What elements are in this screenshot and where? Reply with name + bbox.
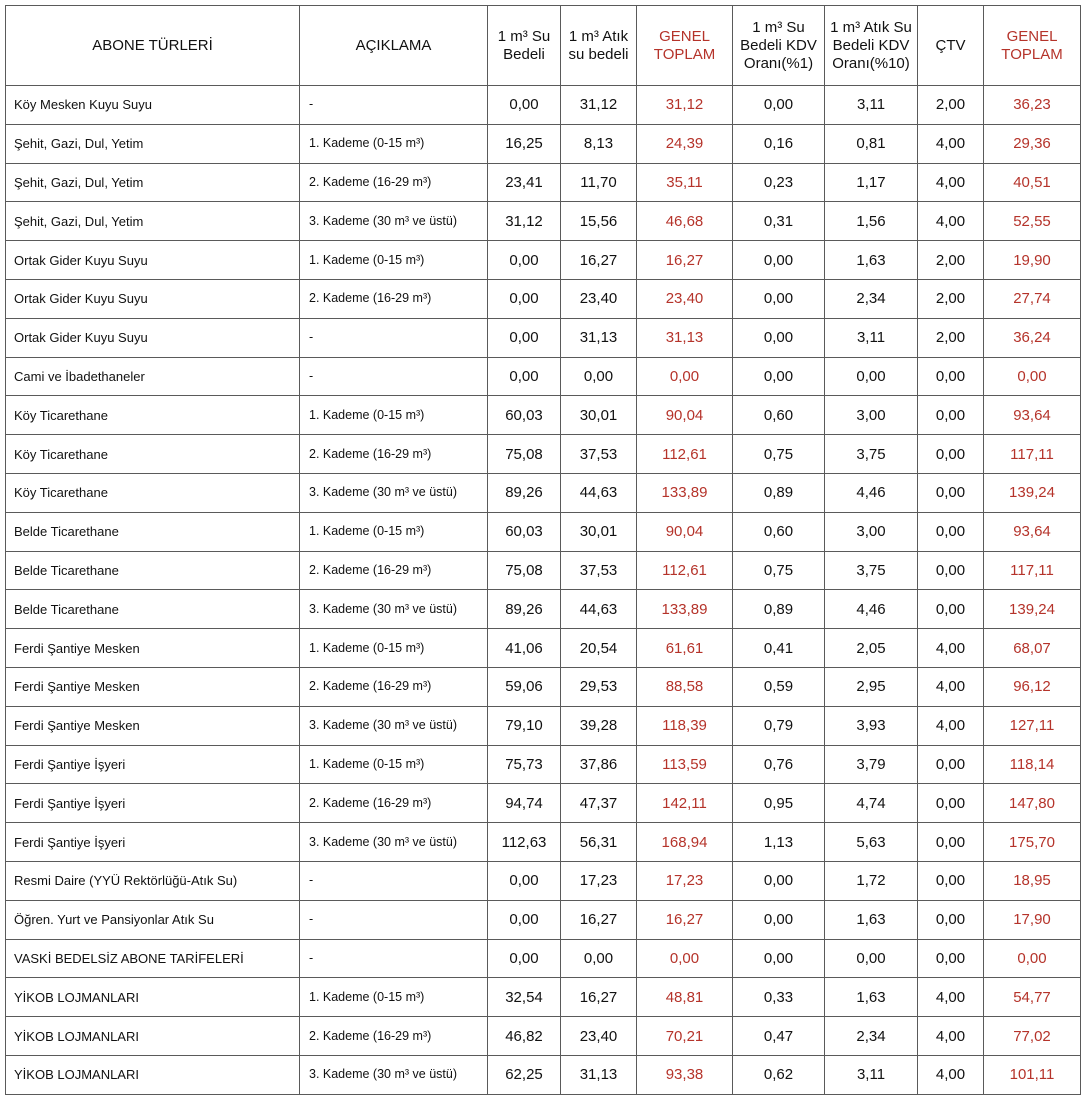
cell-su-bedeli: 59,06 [488,667,561,706]
cell-ctv: 0,00 [918,745,984,784]
cell-su-kdv: 0,33 [733,978,825,1017]
cell-su-kdv: 0,95 [733,784,825,823]
cell-abone-turu: Ferdi Şantiye İşyeri [6,823,300,862]
cell-ctv: 4,00 [918,667,984,706]
cell-genel-toplam-final: 17,90 [984,900,1081,939]
table-row [6,124,1081,163]
table-row [6,667,1081,706]
cell-su-kdv: 0,00 [733,318,825,357]
cell-atik-su-kdv: 3,75 [825,551,918,590]
cell-genel-toplam: 90,04 [637,512,733,551]
cell-su-kdv: 0,60 [733,396,825,435]
cell-genel-toplam: 46,68 [637,202,733,241]
cell-aciklama: 2. Kademe (16-29 m³) [300,279,488,318]
cell-abone-turu: Köy Ticarethane [6,435,300,474]
cell-su-bedeli: 31,12 [488,202,561,241]
table-row [6,1055,1081,1094]
cell-aciklama: - [300,357,488,396]
cell-atik-su-bedeli: 8,13 [561,124,637,163]
cell-su-kdv: 0,47 [733,1017,825,1056]
cell-su-bedeli: 0,00 [488,357,561,396]
cell-atik-su-kdv: 3,75 [825,435,918,474]
cell-atik-su-bedeli: 47,37 [561,784,637,823]
cell-genel-toplam: 17,23 [637,861,733,900]
cell-su-bedeli: 16,25 [488,124,561,163]
cell-ctv: 4,00 [918,163,984,202]
cell-genel-toplam: 133,89 [637,473,733,512]
cell-genel-toplam: 118,39 [637,706,733,745]
cell-ctv: 0,00 [918,939,984,978]
cell-abone-turu: Köy Ticarethane [6,473,300,512]
cell-genel-toplam-final: 19,90 [984,241,1081,280]
cell-aciklama: - [300,318,488,357]
cell-atik-su-kdv: 3,00 [825,396,918,435]
table-row [6,435,1081,474]
cell-abone-turu: Ferdi Şantiye İşyeri [6,784,300,823]
cell-genel-toplam: 112,61 [637,435,733,474]
cell-genel-toplam: 133,89 [637,590,733,629]
cell-genel-toplam: 112,61 [637,551,733,590]
table-row [6,551,1081,590]
cell-su-bedeli: 23,41 [488,163,561,202]
cell-aciklama: 3. Kademe (30 m³ ve üstü) [300,823,488,862]
cell-su-bedeli: 41,06 [488,629,561,668]
cell-genel-toplam-final: 93,64 [984,396,1081,435]
cell-genel-toplam-final: 101,11 [984,1055,1081,1094]
cell-aciklama: - [300,939,488,978]
cell-genel-toplam-final: 127,11 [984,706,1081,745]
cell-ctv: 4,00 [918,629,984,668]
cell-abone-turu: Şehit, Gazi, Dul, Yetim [6,124,300,163]
cell-atik-su-bedeli: 56,31 [561,823,637,862]
cell-su-bedeli: 46,82 [488,1017,561,1056]
cell-atik-su-bedeli: 20,54 [561,629,637,668]
cell-su-kdv: 0,89 [733,473,825,512]
cell-su-bedeli: 60,03 [488,396,561,435]
cell-su-bedeli: 60,03 [488,512,561,551]
table-row [6,473,1081,512]
cell-abone-turu: Belde Ticarethane [6,590,300,629]
cell-ctv: 0,00 [918,396,984,435]
cell-aciklama: 1. Kademe (0-15 m³) [300,241,488,280]
cell-atik-su-bedeli: 31,12 [561,86,637,125]
cell-genel-toplam: 168,94 [637,823,733,862]
cell-su-kdv: 0,41 [733,629,825,668]
cell-genel-toplam-final: 68,07 [984,629,1081,668]
cell-atik-su-bedeli: 31,13 [561,1055,637,1094]
cell-ctv: 0,00 [918,357,984,396]
cell-genel-toplam-final: 0,00 [984,357,1081,396]
cell-abone-turu: VASKİ BEDELSİZ ABONE TARİFELERİ [6,939,300,978]
cell-su-bedeli: 89,26 [488,473,561,512]
cell-abone-turu: Belde Ticarethane [6,551,300,590]
cell-genel-toplam-final: 117,11 [984,435,1081,474]
table-row [6,279,1081,318]
cell-su-bedeli: 0,00 [488,86,561,125]
cell-su-bedeli: 75,73 [488,745,561,784]
cell-atik-su-kdv: 2,34 [825,279,918,318]
cell-su-bedeli: 32,54 [488,978,561,1017]
cell-atik-su-kdv: 1,56 [825,202,918,241]
cell-genel-toplam: 31,12 [637,86,733,125]
cell-su-bedeli: 89,26 [488,590,561,629]
cell-genel-toplam: 23,40 [637,279,733,318]
cell-atik-su-kdv: 1,63 [825,900,918,939]
cell-su-kdv: 0,00 [733,241,825,280]
cell-ctv: 4,00 [918,202,984,241]
cell-ctv: 4,00 [918,1017,984,1056]
cell-aciklama: 3. Kademe (30 m³ ve üstü) [300,590,488,629]
cell-abone-turu: Cami ve İbadethaneler [6,357,300,396]
tariff-table [5,5,1081,1095]
cell-atik-su-bedeli: 39,28 [561,706,637,745]
cell-atik-su-kdv: 3,11 [825,86,918,125]
cell-atik-su-bedeli: 23,40 [561,1017,637,1056]
cell-aciklama: 2. Kademe (16-29 m³) [300,667,488,706]
cell-atik-su-kdv: 3,79 [825,745,918,784]
cell-genel-toplam-final: 77,02 [984,1017,1081,1056]
table-row [6,900,1081,939]
table-row [6,784,1081,823]
cell-ctv: 2,00 [918,279,984,318]
cell-ctv: 0,00 [918,823,984,862]
cell-aciklama: 3. Kademe (30 m³ ve üstü) [300,1055,488,1094]
cell-abone-turu: Köy Ticarethane [6,396,300,435]
cell-genel-toplam: 16,27 [637,241,733,280]
cell-abone-turu: YİKOB LOJMANLARI [6,978,300,1017]
cell-su-kdv: 0,75 [733,551,825,590]
cell-atik-su-bedeli: 23,40 [561,279,637,318]
cell-abone-turu: YİKOB LOJMANLARI [6,1055,300,1094]
header-su-bedeli: 1 m³ Su Bedeli [488,6,561,86]
cell-atik-su-kdv: 3,00 [825,512,918,551]
header-abone-turleri: ABONE TÜRLERİ [6,6,300,86]
cell-su-kdv: 1,13 [733,823,825,862]
cell-atik-su-bedeli: 31,13 [561,318,637,357]
cell-atik-su-bedeli: 17,23 [561,861,637,900]
cell-atik-su-kdv: 1,63 [825,978,918,1017]
cell-genel-toplam-final: 18,95 [984,861,1081,900]
cell-aciklama: - [300,900,488,939]
cell-atik-su-bedeli: 0,00 [561,357,637,396]
cell-atik-su-bedeli: 15,56 [561,202,637,241]
cell-genel-toplam: 0,00 [637,939,733,978]
cell-aciklama: - [300,86,488,125]
cell-genel-toplam-final: 40,51 [984,163,1081,202]
cell-aciklama: 1. Kademe (0-15 m³) [300,629,488,668]
cell-ctv: 4,00 [918,1055,984,1094]
cell-su-kdv: 0,60 [733,512,825,551]
cell-su-bedeli: 79,10 [488,706,561,745]
table-row [6,318,1081,357]
cell-genel-toplam: 0,00 [637,357,733,396]
header-ctv: ÇTV [918,6,984,86]
cell-atik-su-bedeli: 0,00 [561,939,637,978]
cell-su-bedeli: 0,00 [488,900,561,939]
cell-su-kdv: 0,62 [733,1055,825,1094]
table-row [6,706,1081,745]
cell-su-kdv: 0,23 [733,163,825,202]
cell-su-kdv: 0,00 [733,279,825,318]
cell-abone-turu: YİKOB LOJMANLARI [6,1017,300,1056]
cell-genel-toplam-final: 54,77 [984,978,1081,1017]
cell-atik-su-kdv: 2,95 [825,667,918,706]
cell-su-kdv: 0,76 [733,745,825,784]
cell-su-bedeli: 0,00 [488,279,561,318]
cell-atik-su-kdv: 4,74 [825,784,918,823]
cell-atik-su-bedeli: 11,70 [561,163,637,202]
cell-ctv: 0,00 [918,473,984,512]
cell-atik-su-bedeli: 37,53 [561,435,637,474]
cell-ctv: 0,00 [918,900,984,939]
cell-genel-toplam-final: 52,55 [984,202,1081,241]
cell-aciklama: 3. Kademe (30 m³ ve üstü) [300,473,488,512]
cell-ctv: 4,00 [918,124,984,163]
cell-genel-toplam: 88,58 [637,667,733,706]
cell-su-kdv: 0,31 [733,202,825,241]
cell-genel-toplam-final: 139,24 [984,473,1081,512]
cell-su-kdv: 0,79 [733,706,825,745]
cell-ctv: 0,00 [918,784,984,823]
cell-su-bedeli: 94,74 [488,784,561,823]
cell-su-kdv: 0,59 [733,667,825,706]
cell-abone-turu: Resmi Daire (YYÜ Rektörlüğü-Atık Su) [6,861,300,900]
cell-su-kdv: 0,00 [733,357,825,396]
cell-aciklama: 1. Kademe (0-15 m³) [300,978,488,1017]
table-row [6,978,1081,1017]
cell-su-kdv: 0,00 [733,86,825,125]
cell-aciklama: 2. Kademe (16-29 m³) [300,784,488,823]
table-row [6,745,1081,784]
cell-atik-su-kdv: 2,05 [825,629,918,668]
cell-su-bedeli: 75,08 [488,551,561,590]
cell-aciklama: 2. Kademe (16-29 m³) [300,1017,488,1056]
cell-ctv: 2,00 [918,241,984,280]
cell-genel-toplam-final: 0,00 [984,939,1081,978]
table-body [6,86,1081,1095]
cell-atik-su-kdv: 0,00 [825,357,918,396]
cell-su-bedeli: 75,08 [488,435,561,474]
cell-su-kdv: 0,16 [733,124,825,163]
cell-genel-toplam-final: 139,24 [984,590,1081,629]
table-row [6,357,1081,396]
cell-genel-toplam-final: 96,12 [984,667,1081,706]
cell-aciklama: 3. Kademe (30 m³ ve üstü) [300,706,488,745]
cell-genel-toplam: 90,04 [637,396,733,435]
cell-atik-su-kdv: 5,63 [825,823,918,862]
cell-su-bedeli: 0,00 [488,318,561,357]
cell-genel-toplam: 61,61 [637,629,733,668]
table-row [6,512,1081,551]
cell-ctv: 0,00 [918,551,984,590]
cell-genel-toplam-final: 36,24 [984,318,1081,357]
table-row [6,823,1081,862]
cell-abone-turu: Ferdi Şantiye Mesken [6,706,300,745]
header-atik-su-kdv: 1 m³ Atık Su Bedeli KDV Oranı(%10) [825,6,918,86]
cell-aciklama: 1. Kademe (0-15 m³) [300,512,488,551]
cell-atik-su-kdv: 0,00 [825,939,918,978]
cell-genel-toplam-final: 175,70 [984,823,1081,862]
cell-genel-toplam: 24,39 [637,124,733,163]
cell-aciklama: 2. Kademe (16-29 m³) [300,551,488,590]
cell-su-kdv: 0,00 [733,939,825,978]
header-genel-toplam: GENEL TOPLAM [637,6,733,86]
cell-atik-su-kdv: 1,17 [825,163,918,202]
cell-genel-toplam: 48,81 [637,978,733,1017]
cell-abone-turu: Ortak Gider Kuyu Suyu [6,318,300,357]
table-row [6,861,1081,900]
cell-su-bedeli: 62,25 [488,1055,561,1094]
cell-abone-turu: Ferdi Şantiye İşyeri [6,745,300,784]
cell-abone-turu: Şehit, Gazi, Dul, Yetim [6,163,300,202]
cell-genel-toplam-final: 27,74 [984,279,1081,318]
cell-aciklama: - [300,861,488,900]
cell-genel-toplam-final: 118,14 [984,745,1081,784]
cell-ctv: 4,00 [918,706,984,745]
cell-genel-toplam-final: 117,11 [984,551,1081,590]
header-su-kdv: 1 m³ Su Bedeli KDV Oranı(%1) [733,6,825,86]
cell-ctv: 0,00 [918,861,984,900]
cell-genel-toplam: 142,11 [637,784,733,823]
header-genel-toplam-final: GENEL TOPLAM [984,6,1081,86]
cell-abone-turu: Öğren. Yurt ve Pansiyonlar Atık Su [6,900,300,939]
table-row [6,202,1081,241]
cell-atik-su-bedeli: 16,27 [561,241,637,280]
cell-aciklama: 1. Kademe (0-15 m³) [300,745,488,784]
cell-atik-su-kdv: 4,46 [825,473,918,512]
cell-su-kdv: 0,00 [733,900,825,939]
cell-genel-toplam: 93,38 [637,1055,733,1094]
cell-atik-su-bedeli: 29,53 [561,667,637,706]
cell-atik-su-bedeli: 16,27 [561,900,637,939]
table-row [6,241,1081,280]
table-row [6,163,1081,202]
cell-genel-toplam: 31,13 [637,318,733,357]
header-atik-su-bedeli: 1 m³ Atık su bedeli [561,6,637,86]
cell-aciklama: 1. Kademe (0-15 m³) [300,124,488,163]
cell-atik-su-kdv: 1,72 [825,861,918,900]
cell-abone-turu: Belde Ticarethane [6,512,300,551]
table-row [6,939,1081,978]
cell-su-bedeli: 0,00 [488,241,561,280]
cell-genel-toplam: 16,27 [637,900,733,939]
cell-genel-toplam: 113,59 [637,745,733,784]
cell-atik-su-kdv: 1,63 [825,241,918,280]
cell-aciklama: 1. Kademe (0-15 m³) [300,396,488,435]
cell-genel-toplam-final: 29,36 [984,124,1081,163]
cell-atik-su-bedeli: 44,63 [561,590,637,629]
cell-genel-toplam: 35,11 [637,163,733,202]
cell-genel-toplam-final: 36,23 [984,86,1081,125]
cell-atik-su-kdv: 3,93 [825,706,918,745]
cell-su-bedeli: 0,00 [488,861,561,900]
cell-atik-su-bedeli: 30,01 [561,512,637,551]
cell-ctv: 4,00 [918,978,984,1017]
cell-atik-su-kdv: 4,46 [825,590,918,629]
cell-su-kdv: 0,75 [733,435,825,474]
cell-atik-su-bedeli: 16,27 [561,978,637,1017]
cell-ctv: 2,00 [918,86,984,125]
cell-atik-su-kdv: 2,34 [825,1017,918,1056]
cell-abone-turu: Ferdi Şantiye Mesken [6,629,300,668]
cell-abone-turu: Ortak Gider Kuyu Suyu [6,241,300,280]
cell-abone-turu: Ortak Gider Kuyu Suyu [6,279,300,318]
header-aciklama: AÇIKLAMA [300,6,488,86]
cell-atik-su-kdv: 0,81 [825,124,918,163]
cell-genel-toplam-final: 147,80 [984,784,1081,823]
cell-ctv: 0,00 [918,435,984,474]
cell-atik-su-kdv: 3,11 [825,1055,918,1094]
table-row [6,86,1081,125]
cell-atik-su-bedeli: 37,86 [561,745,637,784]
cell-ctv: 0,00 [918,590,984,629]
table-row [6,1017,1081,1056]
cell-atik-su-bedeli: 37,53 [561,551,637,590]
cell-abone-turu: Köy Mesken Kuyu Suyu [6,86,300,125]
cell-aciklama: 2. Kademe (16-29 m³) [300,163,488,202]
cell-aciklama: 3. Kademe (30 m³ ve üstü) [300,202,488,241]
table-row [6,396,1081,435]
cell-ctv: 2,00 [918,318,984,357]
cell-abone-turu: Şehit, Gazi, Dul, Yetim [6,202,300,241]
table-row [6,629,1081,668]
cell-atik-su-kdv: 3,11 [825,318,918,357]
cell-genel-toplam-final: 93,64 [984,512,1081,551]
cell-su-kdv: 0,89 [733,590,825,629]
cell-su-bedeli: 0,00 [488,939,561,978]
cell-su-bedeli: 112,63 [488,823,561,862]
cell-atik-su-bedeli: 44,63 [561,473,637,512]
cell-atik-su-bedeli: 30,01 [561,396,637,435]
table-header-row [6,6,1081,86]
table-row [6,590,1081,629]
cell-genel-toplam: 70,21 [637,1017,733,1056]
cell-aciklama: 2. Kademe (16-29 m³) [300,435,488,474]
cell-abone-turu: Ferdi Şantiye Mesken [6,667,300,706]
cell-su-kdv: 0,00 [733,861,825,900]
cell-ctv: 0,00 [918,512,984,551]
